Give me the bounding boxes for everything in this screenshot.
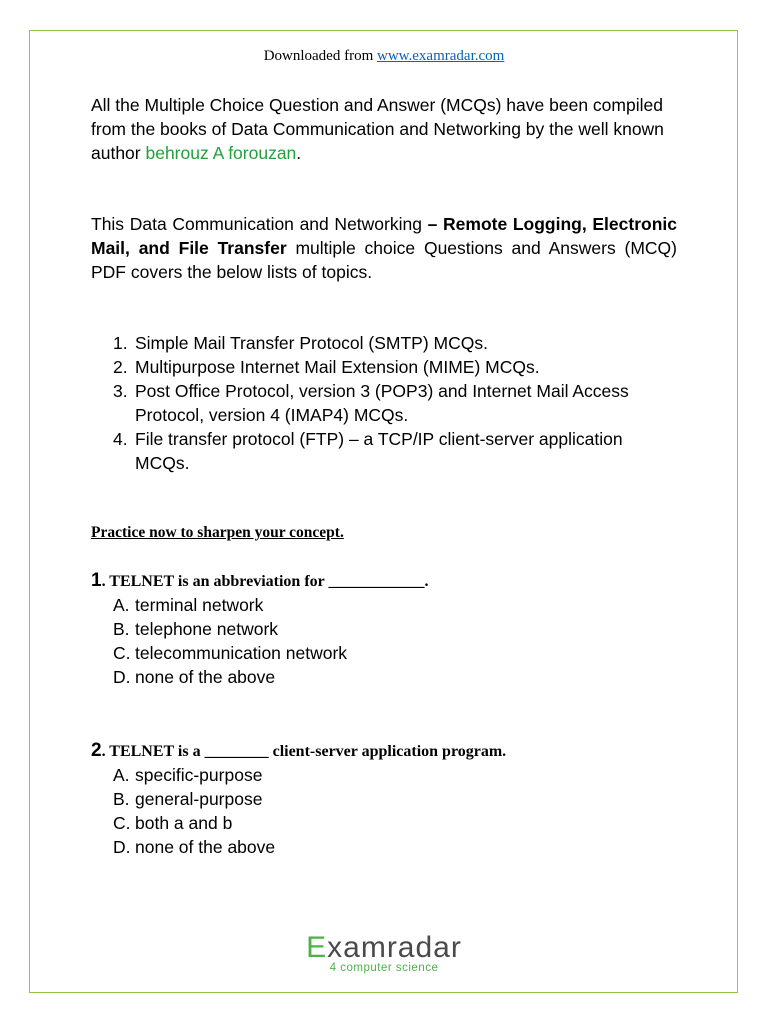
option-text: specific-purpose (135, 765, 263, 785)
option-item (113, 617, 347, 641)
download-source (0, 48, 768, 65)
option-letter: D. (113, 837, 131, 857)
intro-text: All the Multiple Choice Question and Answer (MCQs) have been compiled from the books of Data Communication and Networking by the well known author (91, 95, 664, 163)
option-letter: A. (113, 595, 130, 615)
question-text: . TELNET is a ________ client-server application program. (101, 743, 507, 760)
option-text: both a and b (135, 813, 233, 833)
topic-text: File transfer protocol (FTP) – a TCP/IP client-server application MCQs. (135, 429, 623, 473)
logo-tagline: 4 computer science (329, 962, 439, 974)
logo-rest: xamradar (327, 931, 462, 964)
option-text: telecommunication network (135, 643, 348, 663)
topic-number: 3. (113, 381, 128, 401)
option-letter: D. (113, 667, 131, 687)
topic-item (113, 427, 673, 475)
question-1 (91, 569, 691, 594)
option-text: none of the above (135, 667, 276, 687)
topic-number: 4. (113, 429, 128, 449)
option-text: none of the above (135, 837, 276, 857)
question-2 (91, 739, 691, 764)
option-text: terminal network (135, 595, 264, 615)
topic-number: 2. (113, 357, 128, 377)
question-number: 2 (91, 740, 102, 761)
examradar-link[interactable]: www.examradar.com (377, 48, 505, 64)
description-paragraph (91, 212, 677, 284)
option-item (113, 763, 275, 787)
description-end: multiple choice Questions and Answers (MCQ) PDF covers the below lists of topics. (91, 238, 677, 282)
option-letter: A. (113, 765, 130, 785)
option-item (113, 787, 275, 811)
topic-number: 1. (113, 333, 128, 353)
question-number: 1 (91, 570, 102, 591)
option-letter: C. (113, 813, 131, 833)
topic-item (113, 379, 673, 427)
description-text: This Data Communication and Networking (91, 214, 428, 234)
question-1-options (113, 593, 347, 689)
option-letter: C. (113, 643, 131, 663)
topic-item (113, 331, 673, 355)
topic-title: – Remote Logging, Electronic Mail, and File Transfer (91, 214, 677, 258)
option-item (113, 665, 347, 689)
intro-paragraph (91, 93, 677, 165)
question-text: . TELNET is an abbreviation for ____________. (101, 573, 429, 590)
logo-wordmark (284, 933, 484, 963)
topic-item (113, 355, 673, 379)
examradar-logo (284, 933, 484, 974)
question-2-options (113, 763, 275, 859)
option-text: telephone network (135, 619, 279, 639)
option-text: general-purpose (135, 789, 263, 809)
logo-first-letter: E (306, 931, 328, 964)
topic-text: Post Office Protocol, version 3 (POP3) and Internet Mail Access Protocol, version 4 (IMAP4) MCQs. (135, 381, 629, 425)
author-name: behrouz A forouzan (145, 143, 297, 163)
topic-list (113, 331, 673, 475)
option-item (113, 811, 275, 835)
option-letter: B. (113, 619, 130, 639)
option-letter: B. (113, 789, 130, 809)
topic-text: Simple Mail Transfer Protocol (SMTP) MCQs. (135, 333, 488, 353)
topic-text: Multipurpose Internet Mail Extension (MIME) MCQs. (135, 357, 540, 377)
download-source-prefix: Downloaded from (263, 48, 377, 64)
practice-heading: Practice now to sharpen your concept. (91, 524, 344, 541)
option-item (113, 835, 275, 859)
intro-end: . (296, 143, 302, 163)
option-item (113, 593, 347, 617)
option-item (113, 641, 347, 665)
